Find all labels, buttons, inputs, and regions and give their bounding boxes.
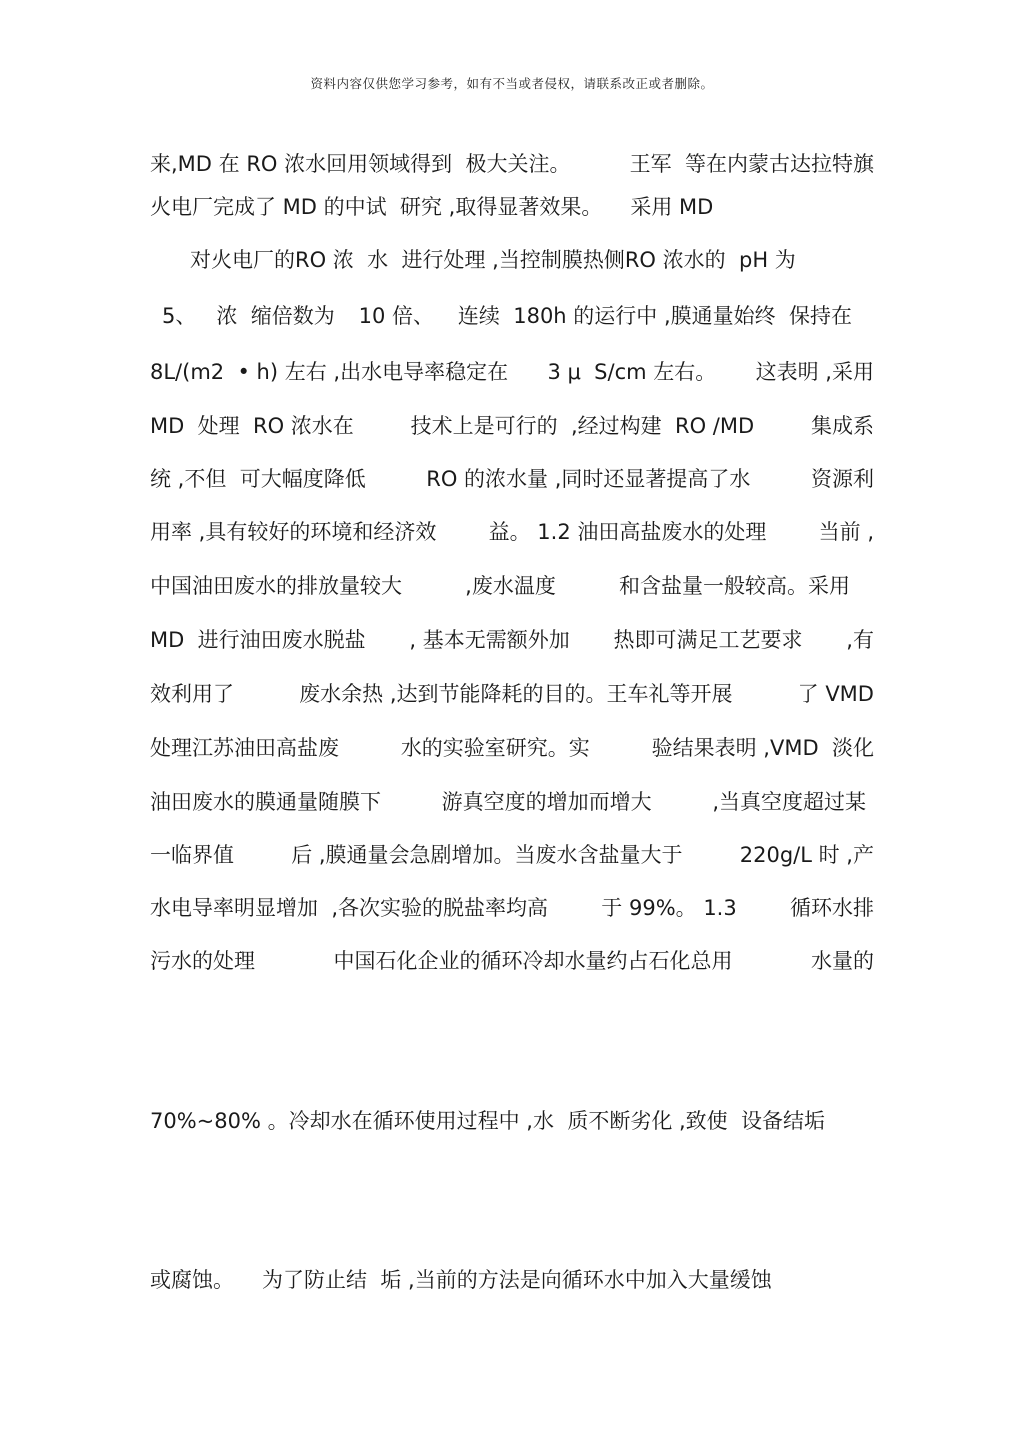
text-line: 统 ,不但 可大幅度降低 RO 的浓水量 ,同时还显著提高了水 资源利: [150, 467, 874, 491]
text-line: 5、 浓 缩倍数为 10 倍、 连续 180h 的运行中 ,膜通量始终 保持在: [162, 304, 852, 328]
text-line: 处理江苏油田高盐废 水的实验室研究。实 验结果表明 ,VMD 淡化: [150, 736, 874, 760]
text-line: 效利用了 废水余热 ,达到节能降耗的目的。王车礼等开展 了 VMD: [150, 682, 874, 706]
copyright-notice: 资料内容仅供您学习参考，如有不当或者侵权，请联系改正或者删除。: [310, 76, 714, 91]
text-line: 油田废水的膜通量随膜下 游真空度的增加而增大 ,当真空度超过某: [150, 790, 866, 814]
text-line: 70%~80% 。冷却水在循环使用过程中 ,水 质不断劣化 ,致使 设备结垢: [150, 1109, 826, 1133]
text-line: 或腐蚀。 为了防止结 垢 ,当前的方法是向循环水中加入大量缓蚀: [150, 1268, 772, 1292]
text-line: 8L/(m2 • h) 左右 ,出水电导率稳定在 3 μ S/cm 左右。 这表明 ,采用: [150, 360, 874, 384]
text-line: 火电厂完成了 MD 的中试 研究 ,取得显著效果。 采用 MD: [150, 195, 714, 219]
text-line: 来,MD 在 RO 浓水回用领域得到 极大关注。 王军 等在内蒙古达拉特旗: [150, 152, 874, 176]
text-line: 对火电厂的RO 浓 水 进行处理 ,当控制膜热侧RO 浓水的 pH 为: [190, 248, 796, 272]
text-line: 用率 ,具有较好的环境和经济效 益。 1.2 油田高盐废水的处理 当前 ,: [150, 520, 874, 544]
text-line: 一临界值 后 ,膜通量会急剧增加。当废水含盐量大于 220g/L 时 ,产: [150, 843, 874, 867]
text-line: 水电导率明显增加 ,各次实验的脱盐率均高 于 99%。 1.3 循环水排: [150, 896, 874, 920]
text-line: 中国油田废水的排放量较大 ,废水温度 和含盐量一般较高。采用: [150, 574, 850, 598]
text-line: MD 进行油田废水脱盐 , 基本无需额外加 热即可满足工艺要求 ,有: [150, 628, 874, 652]
text-line: MD 处理 RO 浓水在 技术上是可行的 ,经过构建 RO /MD 集成系: [150, 414, 874, 438]
text-line: 污水的处理 中国石化企业的循环冷却水量约占石化总用 水量的: [150, 949, 874, 973]
